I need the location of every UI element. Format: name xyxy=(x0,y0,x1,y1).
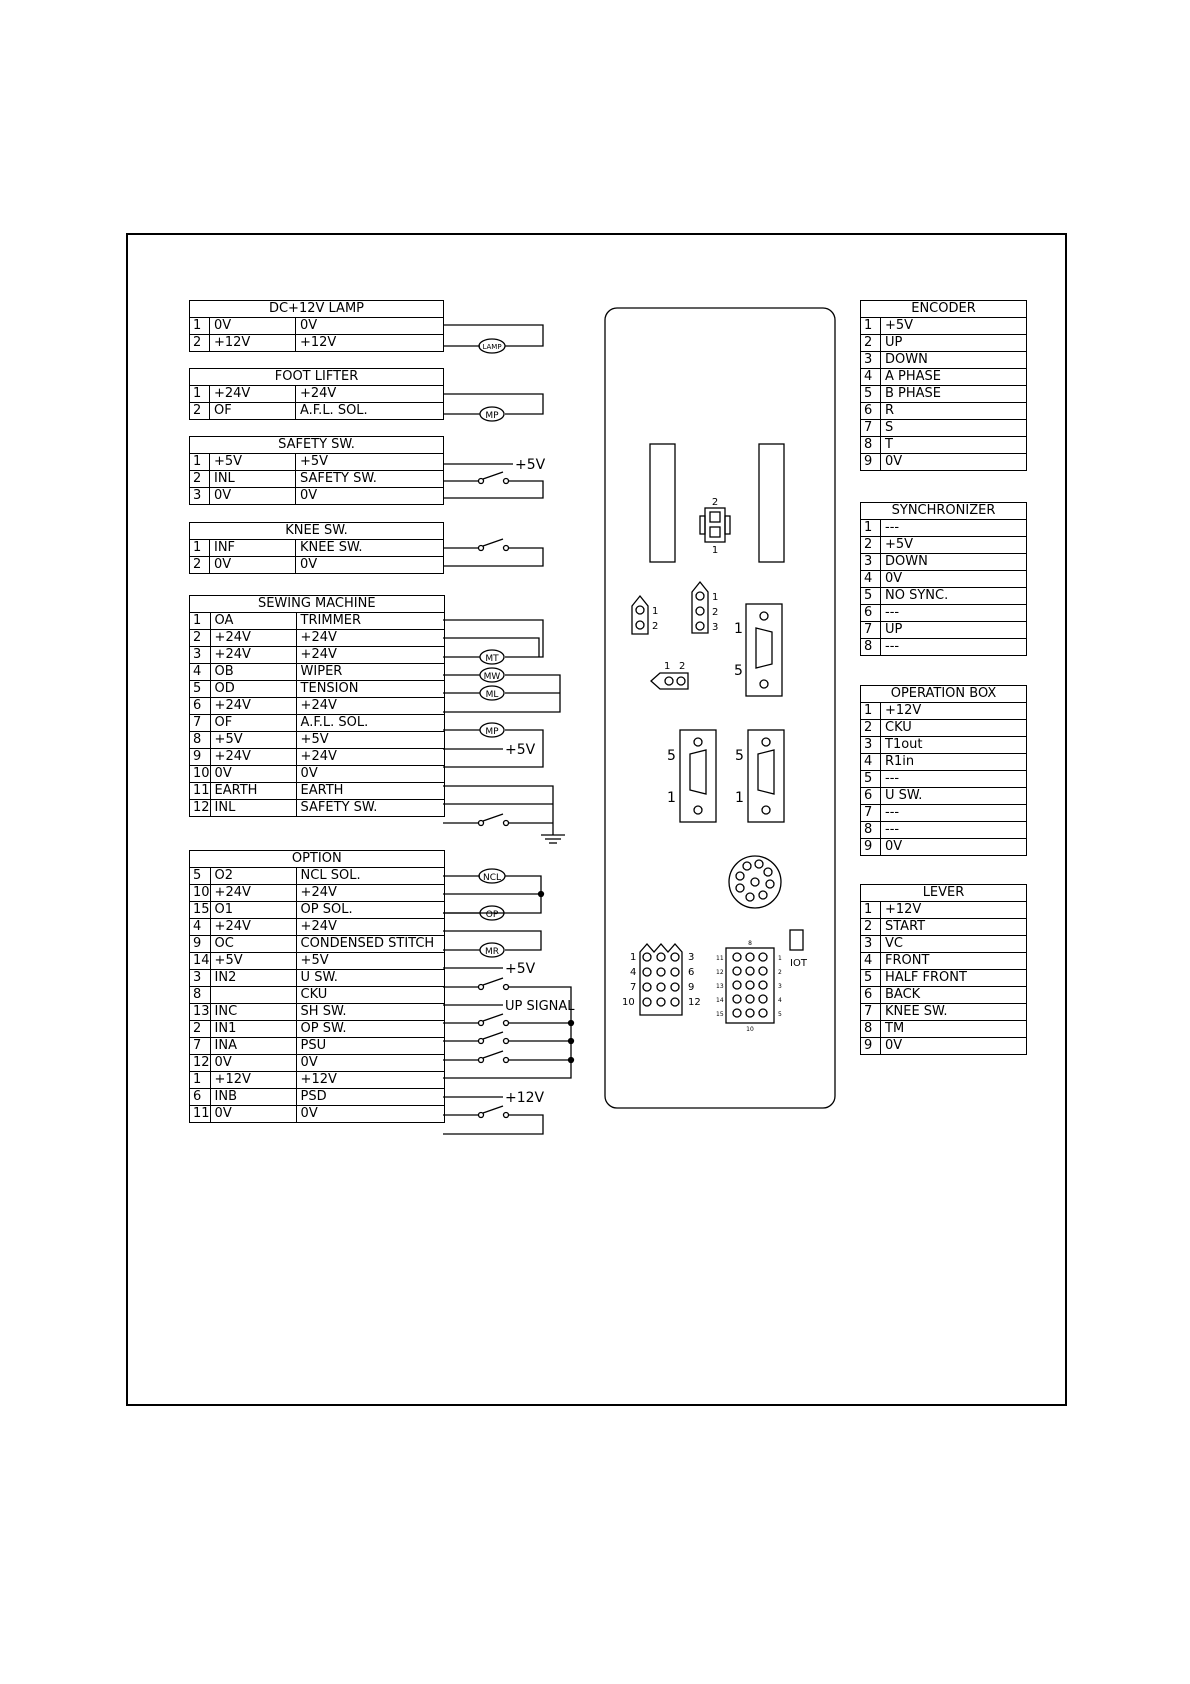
round-din-connector-icon xyxy=(729,856,781,908)
signal-name: S xyxy=(881,420,1027,437)
pin-label: 1 xyxy=(652,606,659,617)
signal-name: OB xyxy=(210,664,296,681)
three-pin-connector-icon xyxy=(692,582,718,633)
signal-function: U SW. xyxy=(296,970,444,987)
pin-label: 6 xyxy=(688,967,695,978)
signal-function: +5V xyxy=(296,953,444,970)
signal-name: OF xyxy=(210,403,296,420)
signal-function: A.F.L. SOL. xyxy=(296,403,444,420)
table-title: KNEE SW. xyxy=(190,523,444,540)
pin-number: 4 xyxy=(861,571,881,588)
pin-number: 2 xyxy=(190,335,210,352)
signal-name: FRONT xyxy=(881,953,1027,970)
signal-name: O1 xyxy=(210,902,296,919)
mw-symbol-label: MW xyxy=(483,672,501,682)
signal-name: UP xyxy=(881,335,1027,352)
signal-function: +24V xyxy=(296,386,444,403)
signal-name: 0V xyxy=(881,1038,1027,1055)
signal-function: EARTH xyxy=(296,783,444,800)
pin-label: 14 xyxy=(716,997,724,1004)
signal-name: R1in xyxy=(881,754,1027,771)
pin-label: 1 xyxy=(778,955,782,962)
db9-connector-icon xyxy=(667,730,716,822)
pin-number: 8 xyxy=(861,1021,881,1038)
signal-name: +5V xyxy=(210,732,296,749)
signal-function: 0V xyxy=(296,488,444,505)
pin-number: 1 xyxy=(861,318,881,335)
signal-name: INL xyxy=(210,800,296,817)
opt-plus5v-label: +5V xyxy=(505,961,536,977)
pin-label: 3 xyxy=(778,983,782,990)
pin-label: 15 xyxy=(716,1011,724,1018)
signal-name: OF xyxy=(210,715,296,732)
signal-name: T1out xyxy=(881,737,1027,754)
pin-number: 2 xyxy=(861,537,881,554)
signal-name: INL xyxy=(210,471,296,488)
pin-number: 2 xyxy=(861,919,881,936)
signal-name: +5V xyxy=(210,454,296,471)
table-title: SAFETY SW. xyxy=(190,437,444,454)
mr-symbol-label: MR xyxy=(484,947,500,957)
signal-function: OP SOL. xyxy=(296,902,444,919)
iot-label: IOT xyxy=(790,958,807,969)
signal-function: OP SW. xyxy=(296,1021,444,1038)
signal-name: 0V xyxy=(210,488,296,505)
table-title: SEWING MACHINE xyxy=(190,596,445,613)
pin-number: 7 xyxy=(861,1004,881,1021)
signal-name: 0V xyxy=(210,1055,296,1072)
two-pin-connector-icon xyxy=(632,596,658,634)
signal-name: TM xyxy=(881,1021,1027,1038)
sewing-machine-wiring xyxy=(443,620,565,843)
pin-number: 3 xyxy=(190,488,210,505)
signal-function: SH SW. xyxy=(296,1004,444,1021)
table-title: DC+12V LAMP xyxy=(190,301,444,318)
signal-name: OA xyxy=(210,613,296,630)
signal-name: O2 xyxy=(210,868,296,885)
pin-label: 1 xyxy=(712,592,719,603)
pin-number: 11 xyxy=(190,1106,211,1123)
signal-name: 0V xyxy=(210,766,296,783)
signal-function: +12V xyxy=(296,1072,444,1089)
opt-plus12v-label: +12V xyxy=(505,1090,545,1106)
signal-function: A.F.L. SOL. xyxy=(296,715,444,732)
pin-number: 6 xyxy=(190,1089,211,1106)
safety-sw-wiring xyxy=(443,457,546,498)
ncl-symbol-label: NCL xyxy=(482,873,502,883)
signal-name: +5V xyxy=(881,537,1027,554)
pin-number: 5 xyxy=(861,970,881,987)
pin-number: 3 xyxy=(861,352,881,369)
signal-function: TENSION xyxy=(296,681,444,698)
pin-label: 1 xyxy=(711,545,719,556)
signal-name: OD xyxy=(210,681,296,698)
pin-number: 4 xyxy=(190,664,211,681)
pin-label: 5 xyxy=(735,748,744,764)
signal-name: +5V xyxy=(210,953,296,970)
signal-name: HALF FRONT xyxy=(881,970,1027,987)
signal-function: KNEE SW. xyxy=(296,540,444,557)
pin-label: 1 xyxy=(664,661,671,672)
signal-name: R xyxy=(881,403,1027,420)
pin-label: 10 xyxy=(622,997,635,1008)
signal-name: +12V xyxy=(881,703,1027,720)
signal-name: B PHASE xyxy=(881,386,1027,403)
pin-number: 5 xyxy=(861,588,881,605)
small-2pin-connector-icon xyxy=(700,497,730,556)
signal-name: +24V xyxy=(210,386,296,403)
pin-number: 2 xyxy=(190,630,211,647)
signal-function: +5V xyxy=(296,732,444,749)
signal-name: T xyxy=(881,437,1027,454)
signal-name: DOWN xyxy=(881,554,1027,571)
sm-plus5v-label: +5V xyxy=(505,742,536,758)
pin-number: 9 xyxy=(861,839,881,856)
signal-name: START xyxy=(881,919,1027,936)
lamp-symbol-label: LAMP xyxy=(482,343,502,351)
pin-number: 6 xyxy=(190,698,211,715)
pin-number: 3 xyxy=(861,737,881,754)
signal-function: SAFETY SW. xyxy=(296,471,444,488)
knee-sw-wiring xyxy=(443,539,543,566)
pin-number: 4 xyxy=(861,953,881,970)
earth-ground-icon xyxy=(541,825,565,843)
db9-connector-icon xyxy=(735,730,784,822)
pin-number: 9 xyxy=(861,1038,881,1055)
pin-label: 2 xyxy=(679,661,686,672)
signal-name: NO SYNC. xyxy=(881,588,1027,605)
mt-symbol-label: MT xyxy=(485,654,499,664)
pin-number: 1 xyxy=(190,454,210,471)
signal-name: 0V xyxy=(881,571,1027,588)
pin-number: 2 xyxy=(190,471,210,488)
signal-name: U SW. xyxy=(881,788,1027,805)
safety-plus5v-label: +5V xyxy=(515,457,546,473)
foot-lifter-wiring xyxy=(443,394,543,421)
pin-number: 1 xyxy=(190,318,210,335)
pin-label: 3 xyxy=(712,622,719,633)
signal-name: 0V xyxy=(210,1106,296,1123)
signal-name: 0V xyxy=(881,454,1027,471)
table-title: OPERATION BOX xyxy=(861,686,1027,703)
signal-function: +24V xyxy=(296,919,444,936)
signal-name: INB xyxy=(210,1089,296,1106)
lamp-wiring xyxy=(443,325,543,353)
pin-number: 8 xyxy=(861,639,881,656)
pin-number: 2 xyxy=(861,720,881,737)
pin-label: 4 xyxy=(630,967,637,978)
pin-number: 10 xyxy=(190,885,211,902)
pin-number: 1 xyxy=(861,520,881,537)
signal-name: --- xyxy=(881,605,1027,622)
signal-name: OC xyxy=(210,936,296,953)
signal-name: INF xyxy=(210,540,296,557)
pin-number: 5 xyxy=(190,681,211,698)
pin-number: 1 xyxy=(190,386,210,403)
option-wiring xyxy=(443,869,575,1134)
signal-function: CKU xyxy=(296,987,444,1004)
pin-number: 1 xyxy=(190,1072,211,1089)
table-title: ENCODER xyxy=(861,301,1027,318)
pin-number: 11 xyxy=(190,783,211,800)
pin-label: 2 xyxy=(778,969,782,976)
pin-label: 8 xyxy=(748,940,752,947)
ml-symbol-label: ML xyxy=(485,690,499,700)
pin-label: 12 xyxy=(688,997,701,1008)
table-title: LEVER xyxy=(861,885,1027,902)
pin-number: 4 xyxy=(190,919,211,936)
signal-name: INC xyxy=(210,1004,296,1021)
pin-number: 8 xyxy=(190,732,211,749)
pin-number: 5 xyxy=(861,386,881,403)
pin-number: 1 xyxy=(861,703,881,720)
signal-function: +24V xyxy=(296,749,444,766)
signal-name: EARTH xyxy=(210,783,296,800)
signal-name: +24V xyxy=(210,647,296,664)
signal-function: +24V xyxy=(296,630,444,647)
mp-symbol-label: MP xyxy=(485,411,499,421)
signal-name: +24V xyxy=(210,885,296,902)
twelve-pin-connector-icon xyxy=(622,944,701,1015)
pin-number: 10 xyxy=(190,766,211,783)
left-slot-connector xyxy=(650,444,675,562)
pin-number: 6 xyxy=(861,403,881,420)
signal-name: A PHASE xyxy=(881,369,1027,386)
pin-number: 2 xyxy=(190,403,210,420)
pin-number: 6 xyxy=(861,605,881,622)
signal-function: 0V xyxy=(296,1055,444,1072)
mp2-symbol-label: MP xyxy=(485,727,499,737)
signal-name: +24V xyxy=(210,749,296,766)
pin-label: 12 xyxy=(716,969,724,976)
pin-number: 7 xyxy=(861,805,881,822)
signal-function: +24V xyxy=(296,647,444,664)
pin-label: 13 xyxy=(716,983,724,990)
pin-number: 8 xyxy=(190,987,211,1004)
pin-number: 3 xyxy=(190,647,211,664)
right-slot-connector xyxy=(759,444,784,562)
pin-label: 5 xyxy=(734,663,743,679)
pin-number: 9 xyxy=(190,749,211,766)
pin-number: 1 xyxy=(190,613,211,630)
signal-name: --- xyxy=(881,771,1027,788)
pin-number: 7 xyxy=(861,622,881,639)
pin-number: 6 xyxy=(861,788,881,805)
signal-name: 0V xyxy=(210,557,296,574)
control-panel xyxy=(605,308,835,1108)
signal-name: CKU xyxy=(881,720,1027,737)
pin-number: 13 xyxy=(190,1004,211,1021)
pin-label: 2 xyxy=(712,607,719,618)
pin-label: 1 xyxy=(630,952,637,963)
signal-name: +12V xyxy=(210,335,296,352)
pin-number: 7 xyxy=(861,420,881,437)
signal-name: +5V xyxy=(881,318,1027,335)
pin-number: 5 xyxy=(861,771,881,788)
signal-function: TRIMMER xyxy=(296,613,444,630)
pin-label: 1 xyxy=(667,790,676,806)
signal-name: +24V xyxy=(210,698,296,715)
pin-label: 11 xyxy=(716,955,724,962)
pin-number: 14 xyxy=(190,953,211,970)
signal-name: --- xyxy=(881,822,1027,839)
pin-label: 10 xyxy=(746,1026,754,1033)
signal-name: +24V xyxy=(210,919,296,936)
pin-number: 3 xyxy=(190,970,211,987)
signal-name: BACK xyxy=(881,987,1027,1004)
pin-label: 5 xyxy=(778,1011,782,1018)
table-title: OPTION xyxy=(190,851,445,868)
signal-function: +24V xyxy=(296,885,444,902)
horizontal-two-pin-icon xyxy=(651,661,688,689)
signal-name: --- xyxy=(881,805,1027,822)
pin-label: 5 xyxy=(667,748,676,764)
pin-number: 7 xyxy=(190,1038,211,1055)
pin-number: 2 xyxy=(861,335,881,352)
signal-function: NCL SOL. xyxy=(296,868,444,885)
signal-name: IN1 xyxy=(210,1021,296,1038)
switch-contact-icon xyxy=(479,479,484,484)
signal-name: +12V xyxy=(881,902,1027,919)
switch-lever-icon xyxy=(483,472,503,479)
pin-number: 12 xyxy=(190,1055,211,1072)
signal-name: +12V xyxy=(210,1072,296,1089)
signal-function: +12V xyxy=(296,335,444,352)
pin-label: 9 xyxy=(688,982,695,993)
pin-label: 1 xyxy=(734,621,743,637)
pin-number: 1 xyxy=(861,902,881,919)
pin-label: 4 xyxy=(778,997,782,1004)
op-symbol-label: OP xyxy=(485,910,499,920)
iot-indicator xyxy=(790,930,803,950)
pin-number: 3 xyxy=(861,936,881,953)
table-title: SYNCHRONIZER xyxy=(861,503,1027,520)
pin-number: 15 xyxy=(190,902,211,919)
pin-label: 1 xyxy=(735,790,744,806)
signal-function: WIPER xyxy=(296,664,444,681)
pin-number: 4 xyxy=(861,369,881,386)
pin-label: 2 xyxy=(652,621,659,632)
db9-connector-icon xyxy=(734,604,782,696)
signal-name: INA xyxy=(210,1038,296,1055)
pin-number: 8 xyxy=(861,437,881,454)
signal-name: 0V xyxy=(210,318,296,335)
up-signal-label: UP SIGNAL xyxy=(505,999,575,1014)
signal-name: --- xyxy=(881,639,1027,656)
signal-function: 0V xyxy=(296,766,444,783)
signal-function: +5V xyxy=(296,454,444,471)
signal-name: DOWN xyxy=(881,352,1027,369)
pin-number: 9 xyxy=(861,454,881,471)
signal-name: VC xyxy=(881,936,1027,953)
pin-label: 3 xyxy=(688,952,695,963)
signal-function: 0V xyxy=(296,318,444,335)
signal-name: IN2 xyxy=(210,970,296,987)
pin-number: 2 xyxy=(190,557,210,574)
signal-name: KNEE SW. xyxy=(881,1004,1027,1021)
signal-function: +24V xyxy=(296,698,444,715)
signal-name: +24V xyxy=(210,630,296,647)
pin-number: 7 xyxy=(190,715,211,732)
signal-function: PSU xyxy=(296,1038,444,1055)
signal-function: 0V xyxy=(296,557,444,574)
pin-number: 6 xyxy=(861,987,881,1004)
pin-number: 8 xyxy=(861,822,881,839)
signal-function: CONDENSED STITCH xyxy=(296,936,444,953)
table-title: FOOT LIFTER xyxy=(190,369,444,386)
pin-number: 3 xyxy=(861,554,881,571)
pin-number: 1 xyxy=(190,540,210,557)
signal-name: UP xyxy=(881,622,1027,639)
pin-number: 12 xyxy=(190,800,211,817)
signal-name: --- xyxy=(881,520,1027,537)
pin-label: 7 xyxy=(630,982,637,993)
signal-function: PSD xyxy=(296,1089,444,1106)
pin-number: 5 xyxy=(190,868,211,885)
pin-label: 2 xyxy=(711,497,719,508)
pin-number: 9 xyxy=(190,936,211,953)
fifteen-pin-connector-icon xyxy=(716,940,782,1033)
pin-number: 4 xyxy=(861,754,881,771)
signal-name: 0V xyxy=(881,839,1027,856)
signal-function: SAFETY SW. xyxy=(296,800,444,817)
pin-number: 2 xyxy=(190,1021,211,1038)
signal-function: 0V xyxy=(296,1106,444,1123)
